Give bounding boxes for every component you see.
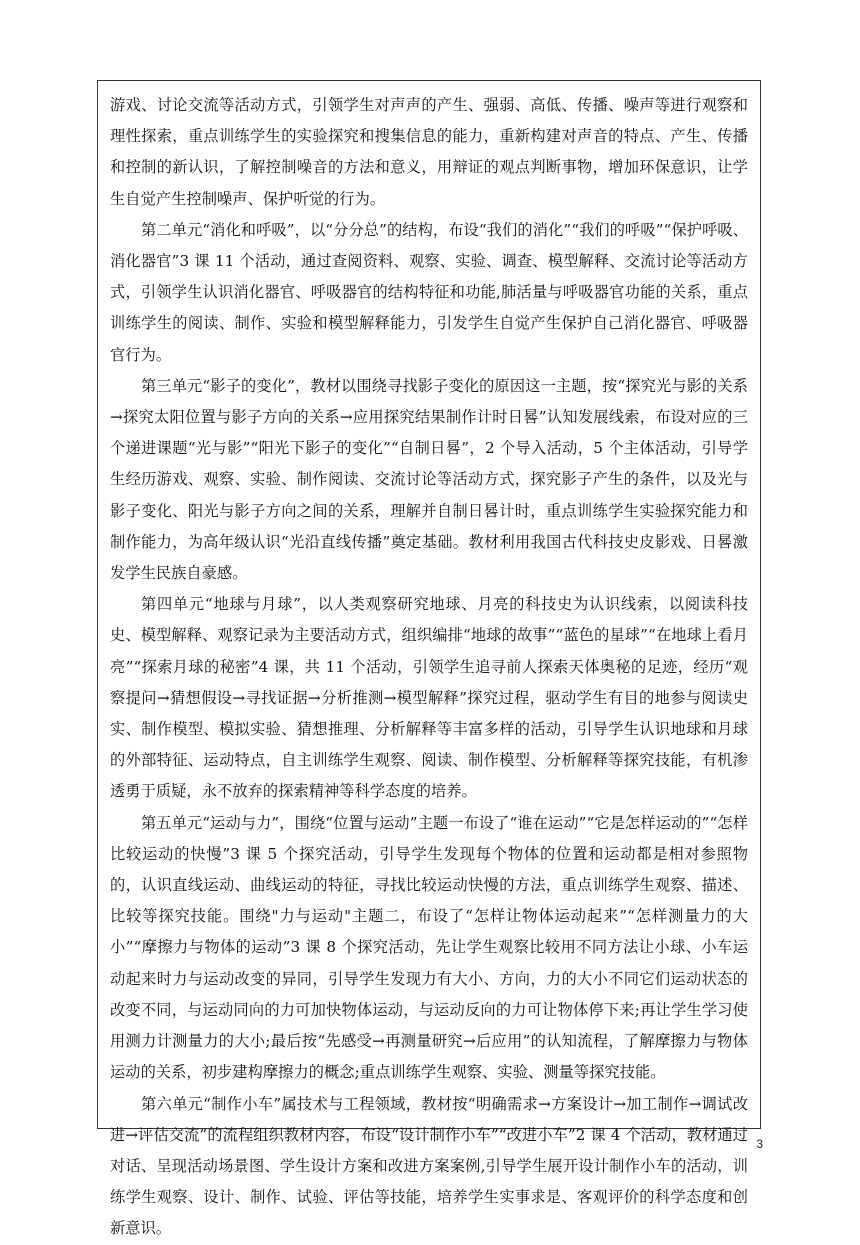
paragraph-unit-five: 第五单元“运动与力”，围绕“位置与运动”主题一布设了“谁在运动”“它是怎样运动的”“怎样比较运动的快慢”3 课 5 个探究活动，引导学生发现每个物体的位置和运动都是相对参照物的，认识直线运动、曲线运动的特征，寻找比较运动快慢的方法，重点训练学生观察、描述、比较等探究技能。围绕"力与运动"主题二，布设了“怎样让物体运动起来”“怎样测量力的大小”“摩擦力与物体的运动”3 课 8 个探究活动，先让学生观察比较用不同方法让小球、小车运动起来时力与运动改变的异同，引导学生发现力有大小、方向，力的大小不同它们运动状态的改变不同，与运动同向的力可加快物体运动，与运动反向的力可让物体停下来;再让学生学习使用测力计测量力的大小;最后按“先感受→再测量研究→后应用”的认知流程，了解摩擦力与物体运动的关系，初步建构摩擦力的概念;重点训练学生观察、实验、测量等探究技能。 [110, 813, 748, 1082]
page-number: 3 [756, 1137, 763, 1151]
paragraph-unit-six: 第六单元“制作小车”属技术与工程领域，教材按“明确需求→方案设计→加工制作→调试改进→评估交流”的流程组织教材内容，布设“设计制作小车”“改进小车”2 课 4 个活动，教材通过对话、呈现活动场景图、学生设计方案和改进方案案例,引导学生展开设计制作小车的活动，训练学生观察、设计、制作、试验、评估等技能，培养学生实事求是、客观评价的科学态度和创新意识。 [110, 1094, 748, 1238]
content-frame [97, 80, 761, 1238]
paragraph-unit-four: 第四单元“地球与月球”，以人类观察研究地球、月亮的科技史为认识线索，以阅读科技史、模型解释、观察记录为主要活动方式，组织编排“地球的故事”“蓝色的星球”“在地球上看月亮”“探索月球的秘密”4 课，共 11 个活动，引领学生追寻前人探索天体奥秘的足迹，经历“观察提问→猜想假设→寻找证据→分析推测→模型解释”探究过程，驱动学生有目的地参与阅读史实、制作模型、模拟实验、猜想推理、分析解释等丰富多样的活动，引导学生认识地球和月球的外部特征、运动特点，自主训练学生观察、阅读、制作模型、分析解释等探究技能，有机渗透勇于质疑，永不放弃的探索精神等科学态度的培养。 [110, 595, 748, 801]
paragraph-unit-two: 第二单元“消化和呼吸”，以“分分总”的结构，布设“我们的消化”“我们的呼吸”“保护呼吸、消化器官”3 课 11 个活动，通过查阅资料、观察、实验、调查、模型解释、交流讨论等活动方式，引领学生认识消化器官、呼吸器官的结构特征和功能,肺活量与呼吸器官功能的关系，重点训练学生的阅读、制作、实验和模型解释能力，引发学生自觉产生保护自己消化器官、呼吸器官行为。 [110, 220, 748, 364]
paragraph-unit-one-continued: 游戏、讨论交流等活动方式，引领学生对声声的产生、强弱、高低、传播、噪声等进行观察和理性探索，重点训练学生的实验探究和搜集信息的能力，重新构建对声音的特点、产生、传播和控制的新认识，了解控制噪音的方法和意义，用辩证的观点判断事物，增加环保意识，让学生自觉产生控制噪声、保护听觉的行为。 [110, 96, 748, 208]
paragraph-unit-three: 第三单元“影子的变化”，教材以围绕寻找影子变化的原因这一主题，按“探究光与影的关系→探究太阳位置与影子方向的关系→应用探究结果制作计时日晷”认知发展线索，布设对应的三个递进课题“光与影”“阳光下影子的变化”“自制日晷”，2 个导入活动，5 个主体活动，引导学生经历游戏、观察、实验、制作阅读、交流讨论等活动方式，探究影子产生的条件，以及光与影子变化、阳光与影子方向之间的关系，理解并自制日晷计时，重点训练学生实验探究能力和制作能力，为高年级认识“光沿直线传播”奠定基础。教材利用我国古代科技史皮影戏、日晷激发学生民族自豪感。 [110, 376, 748, 583]
